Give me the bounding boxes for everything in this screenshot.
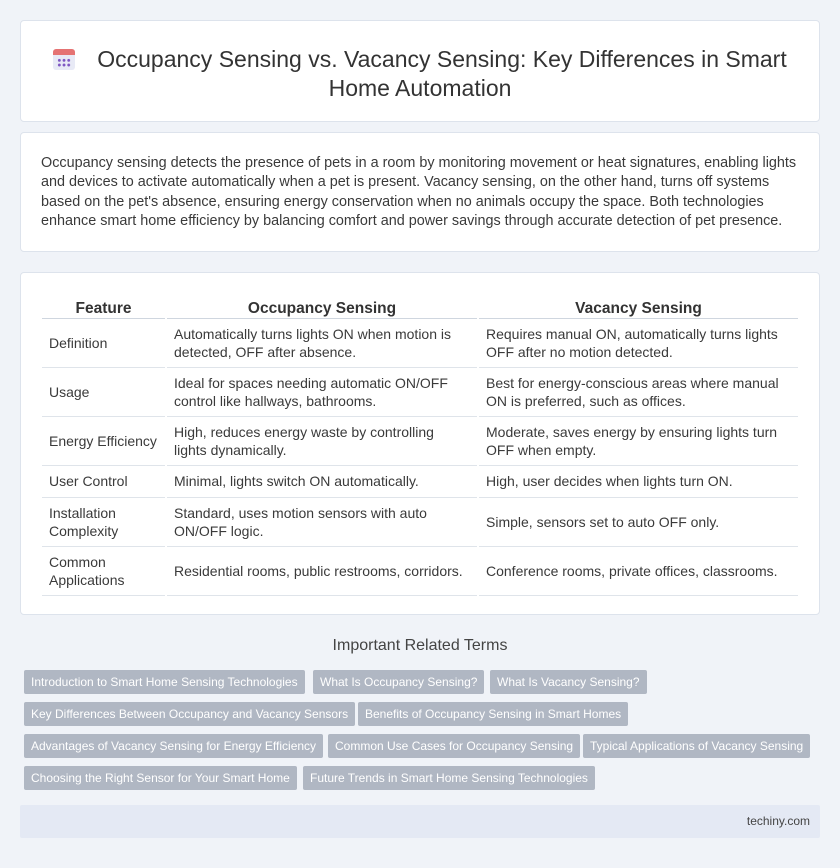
footer-site[interactable]: techiny.com xyxy=(746,814,810,828)
related-term-tag[interactable]: What Is Occupancy Sensing? xyxy=(313,670,484,694)
occupancy-cell: Automatically turns lights ON when motion is detected, OFF after absence. xyxy=(166,318,478,367)
title-card xyxy=(20,20,820,122)
related-term-tag[interactable]: Future Trends in Smart Home Sensing Technologies xyxy=(303,766,595,790)
vacancy-cell: Requires manual ON, automatically turns lights OFF after no motion detected. xyxy=(478,318,798,367)
table-header-row xyxy=(42,296,798,318)
vacancy-cell: Best for energy-conscious areas where manual ON is preferred, such as offices. xyxy=(478,367,798,416)
vacancy-cell: Simple, sensors set to auto OFF only. xyxy=(478,497,798,546)
header-vacancy: Vacancy Sensing xyxy=(478,296,798,318)
occupancy-cell: Standard, uses motion sensors with auto ON/OFF logic. xyxy=(166,497,478,546)
occupancy-cell: Minimal, lights switch ON automatically. xyxy=(166,465,478,497)
feature-cell: User Control xyxy=(42,465,166,497)
table-row xyxy=(42,318,798,367)
table-row xyxy=(42,546,798,595)
feature-cell: Installation Complexity xyxy=(42,497,166,546)
related-term-tag[interactable]: Benefits of Occupancy Sensing in Smart Homes xyxy=(358,702,628,726)
related-terms-title: Important Related Terms xyxy=(332,637,508,654)
intro-paragraph: Occupancy sensing detects the presence of pets in a room by monitoring movement or heat signatures, enabling lights and devices to activate automatically when a pet is present. Vacancy sensing, on the other hand, turns off systems based on the pet's absence, ensuring energy conservation when no animals occupy the space. Both technologies enhance smart home efficiency by balancing comfort and power savings through accurate detection of pet presence. xyxy=(41,155,797,230)
related-term-tag[interactable]: Advantages of Vacancy Sensing for Energy Efficiency xyxy=(24,734,323,758)
header-feature: Feature xyxy=(42,296,166,318)
feature-cell: Usage xyxy=(42,367,166,416)
related-term-tag[interactable]: Typical Applications of Vacancy Sensing xyxy=(583,734,810,758)
table-row xyxy=(42,416,798,465)
comparison-table xyxy=(42,296,798,596)
page-title-block xyxy=(21,45,819,103)
intro-card xyxy=(20,132,820,252)
vacancy-cell: High, user decides when lights turn ON. xyxy=(478,465,798,497)
occupancy-cell: Residential rooms, public restrooms, corridors. xyxy=(166,546,478,595)
occupancy-cell: Ideal for spaces needing automatic ON/OFF control like hallways, bathrooms. xyxy=(166,367,478,416)
footer xyxy=(20,805,820,838)
related-term-tag[interactable]: Common Use Cases for Occupancy Sensing xyxy=(328,734,580,758)
feature-cell: Definition xyxy=(42,318,166,367)
comparison-card xyxy=(20,272,820,615)
page-title: Occupancy Sensing vs. Vacancy Sensing: Key Differences in Smart Home Automation xyxy=(97,46,787,101)
table-row xyxy=(42,497,798,546)
related-term-tag[interactable]: Introduction to Smart Home Sensing Technologies xyxy=(24,670,305,694)
occupancy-cell: High, reduces energy waste by controlling lights dynamically. xyxy=(166,416,478,465)
related-term-tag[interactable]: Key Differences Between Occupancy and Vacancy Sensors xyxy=(24,702,355,726)
related-term-tag[interactable]: What Is Vacancy Sensing? xyxy=(490,670,647,694)
feature-cell: Common Applications xyxy=(42,546,166,595)
calendar-icon xyxy=(53,48,75,70)
table-row xyxy=(42,465,798,497)
feature-cell: Energy Efficiency xyxy=(42,416,166,465)
vacancy-cell: Moderate, saves energy by ensuring lights turn OFF when empty. xyxy=(478,416,798,465)
vacancy-cell: Conference rooms, private offices, classrooms. xyxy=(478,546,798,595)
related-term-tag[interactable]: Choosing the Right Sensor for Your Smart Home xyxy=(24,766,297,790)
table-row xyxy=(42,367,798,416)
header-occupancy: Occupancy Sensing xyxy=(166,296,478,318)
